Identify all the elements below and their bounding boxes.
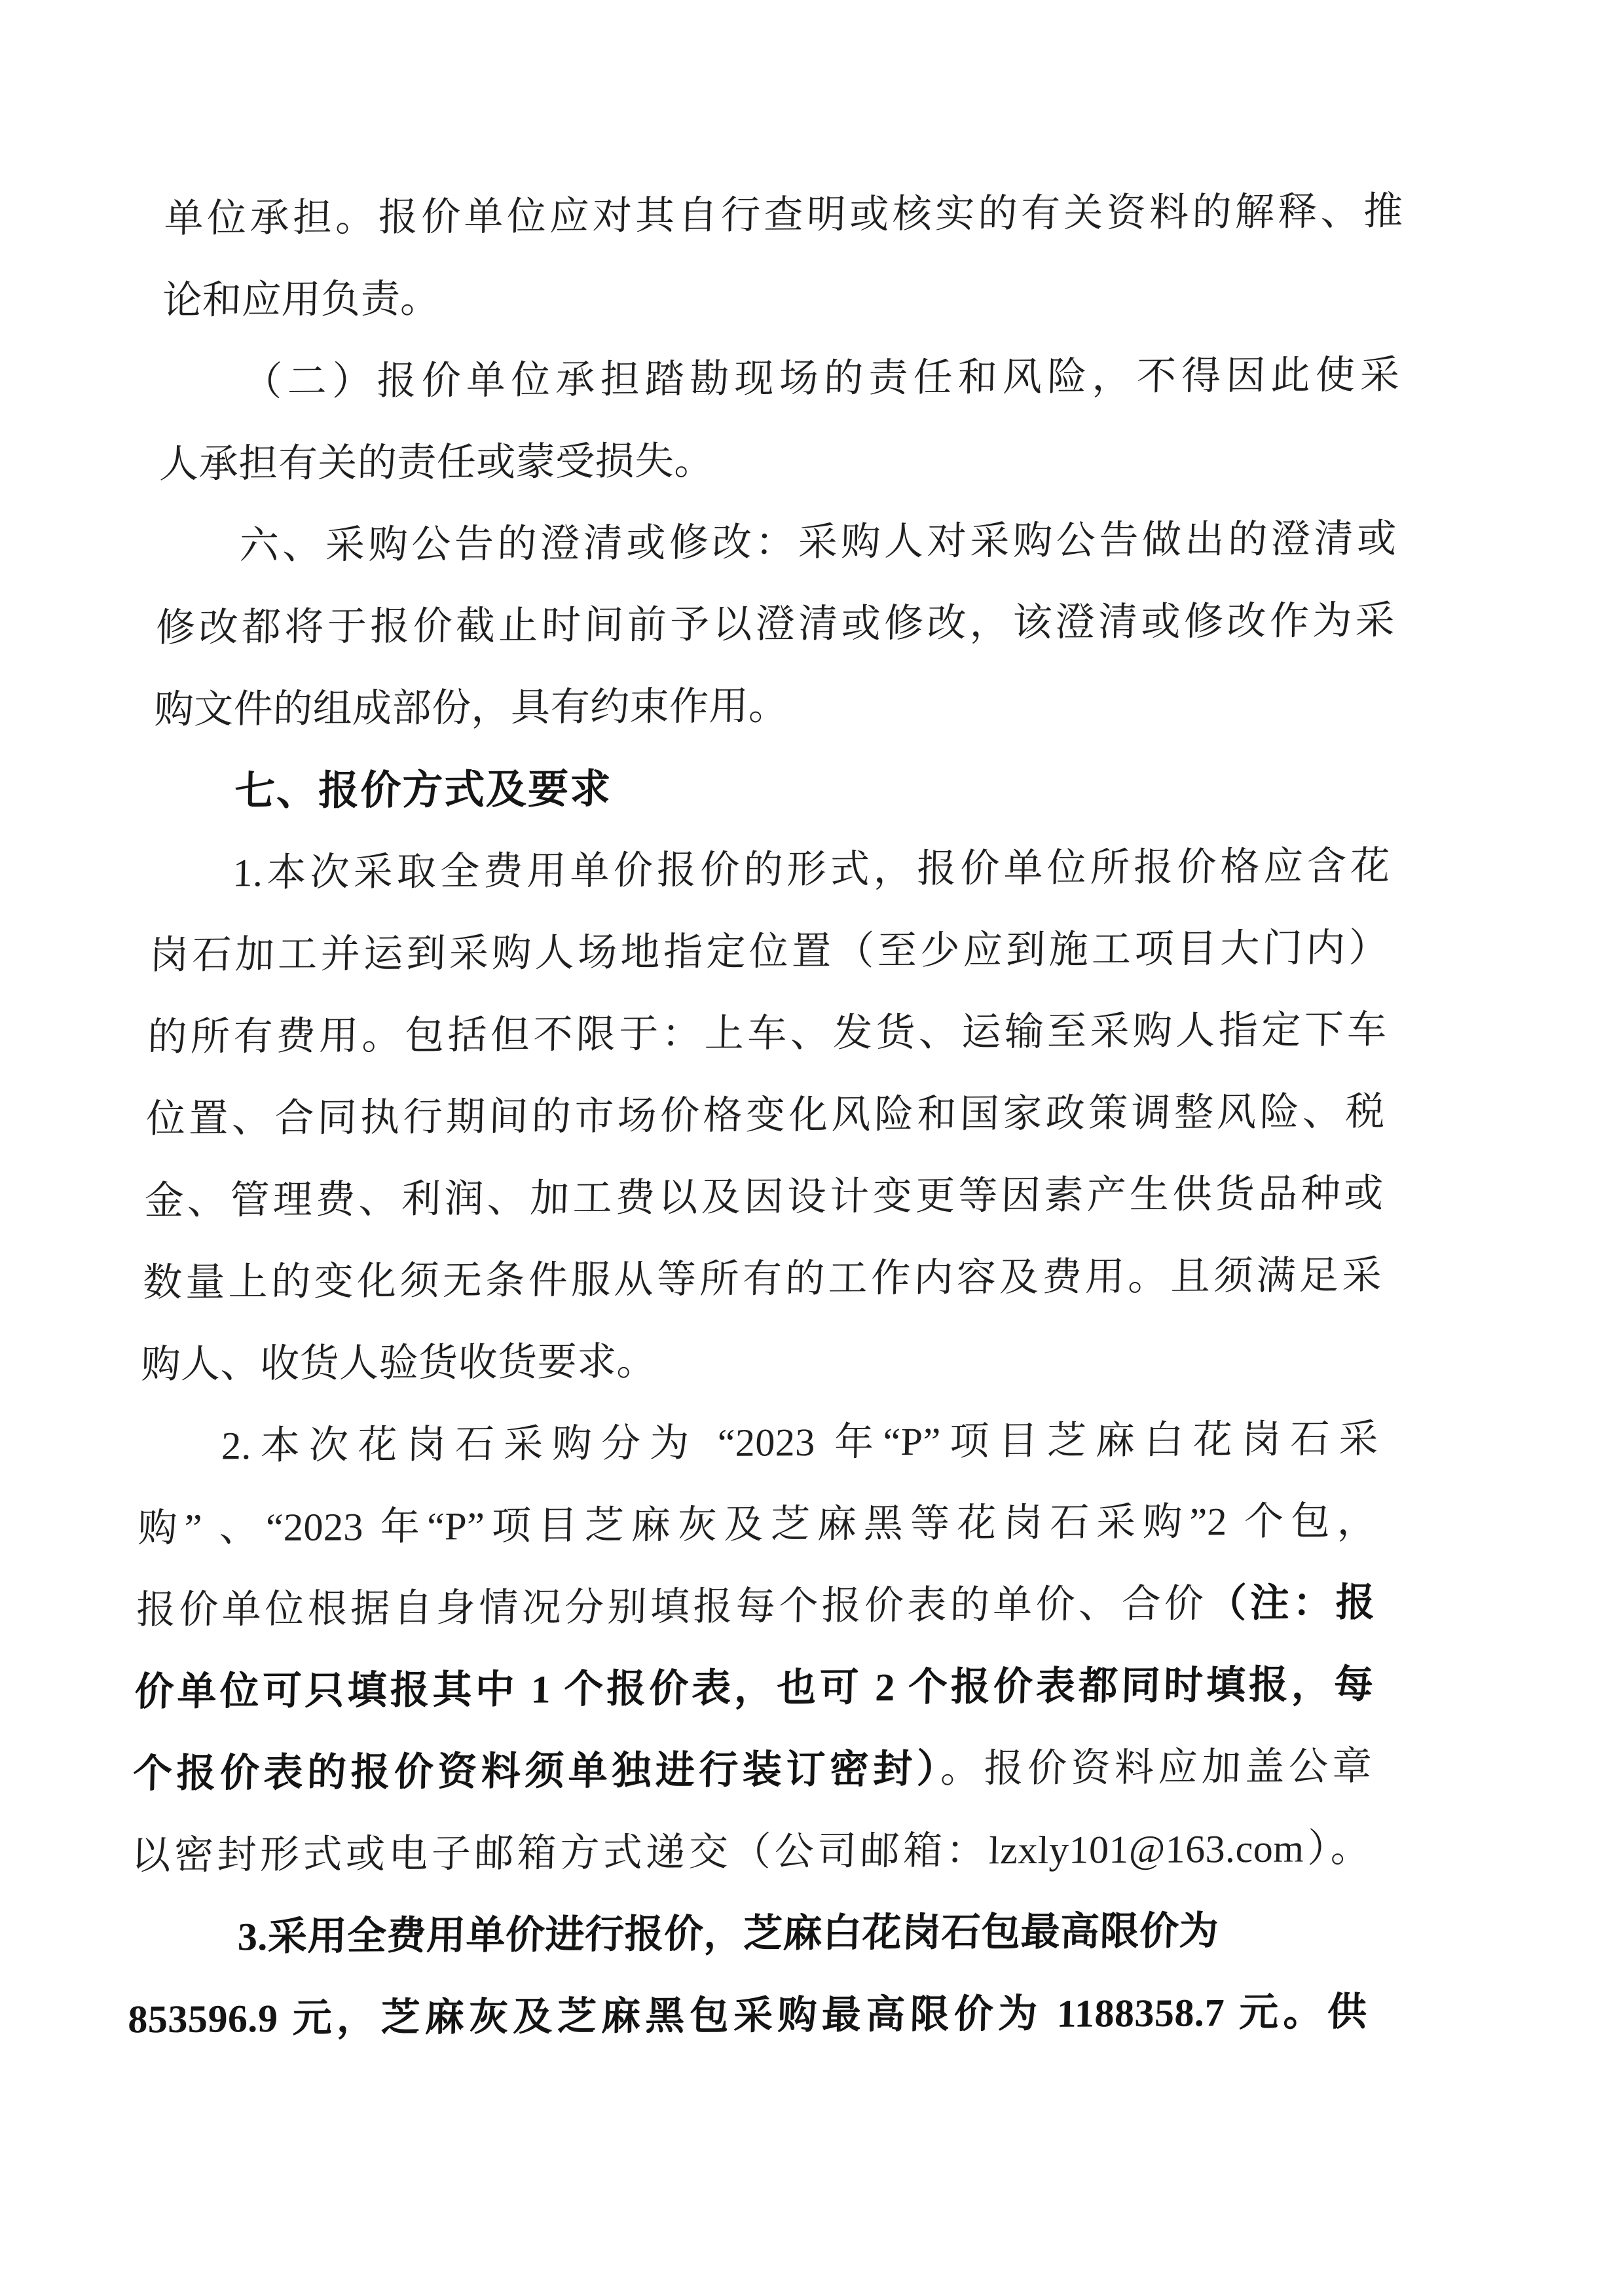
text-line [132, 1726, 1373, 1815]
text-run: 购人、收货人验货收货要求。 [140, 1339, 657, 1387]
text-run: 价单位可只填报其中 1 个报价表，也可 2 个报价表都同时填报，每 [134, 1662, 1375, 1714]
text-run: 。报价资料应加盖公章 [940, 1744, 1373, 1791]
text-line [137, 1480, 1377, 1570]
document-text-block [127, 170, 1404, 2060]
text-run: 购文件的组成部份，具有约束作用。 [154, 684, 789, 732]
text-line [136, 1562, 1376, 1652]
text-run: 位置、合同执行期间的市场价格变化风险和国家政策调整风险、税 [145, 1089, 1386, 1141]
text-run: 报价单位根据自身情况分别填报每个报价表的单价、合价 [136, 1582, 1208, 1632]
text-line [143, 1153, 1384, 1243]
text-line [134, 1644, 1374, 1734]
text-run: 以密封形式或电子邮箱方式递交（公司邮箱：lzxly101@163.com）。 [130, 1826, 1371, 1878]
text-run: 个报价表的报价资料须单独进行装订密封） [132, 1747, 941, 1796]
text-run: 购” 、“2023 年“P”项目芝麻灰及芝麻黑等花岗石采购”2 个包， [137, 1499, 1378, 1550]
text-run: 金、管理费、利润、加工费以及因设计变更等因素产生供货品种或 [143, 1171, 1384, 1223]
text-line [147, 989, 1387, 1079]
text-run: 3.采用全费用单价进行报价，芝麻白花岗石包最高限价为 [237, 1909, 1219, 1959]
text-line [163, 170, 1403, 260]
text-line [139, 1398, 1379, 1488]
text-line [157, 498, 1397, 588]
text-line [149, 907, 1389, 997]
text-run: 七、报价方式及要求 [234, 766, 612, 814]
text-line [162, 252, 1402, 342]
text-run: 岗石加工并运到采购人场地指定位置（至少应到施工项目大门内） [149, 926, 1389, 977]
text-line [155, 580, 1395, 670]
text-run: 1.本次采取全费用单价报价的形式，报价单位所报价格应含花 [232, 844, 1391, 895]
text-run: 修改都将于报价截止时间前予以澄清或修改，该澄清或修改作为采 [155, 598, 1395, 650]
text-line [158, 416, 1399, 505]
text-run: 的所有费用。包括但不限于：上车、发货、运输至采购人指定下车 [147, 1008, 1388, 1059]
text-run: 数量上的变化须无条件服从等所有的工作内容及费用。且须满足采 [142, 1253, 1382, 1305]
text-line [153, 662, 1393, 752]
text-line [145, 1071, 1386, 1161]
text-line [130, 1808, 1371, 1897]
text-run: 人承担有关的责任或蒙受损失。 [158, 439, 714, 486]
text-run: 853596.9 元，芝麻灰及芝麻黑包采购最高限价为 1188358.7 元。供 [127, 1990, 1368, 2041]
text-run: （注：报 [1206, 1580, 1376, 1626]
section-heading [152, 744, 1392, 833]
text-line [129, 1889, 1369, 1979]
text-run: 单位承担。报价单位应对其自行查明或核实的有关资料的解释、推 [164, 189, 1404, 241]
text-line [140, 1317, 1380, 1406]
text-run: （二）报价单位承担踏勘现场的责任和风险，不得因此使采 [242, 353, 1401, 404]
text-run: 论和应用负责。 [162, 277, 441, 323]
text-line [127, 1971, 1367, 2061]
text-line [150, 826, 1390, 915]
text-line [142, 1235, 1382, 1324]
text-run: 2.本次花岗石采购分为 “2023 年“P”项目芝麻白花岗石采 [221, 1417, 1379, 1468]
text-run: 六、采购公告的澄清或修改：采购人对采购公告做出的澄清或 [239, 517, 1397, 568]
text-line [160, 334, 1400, 424]
